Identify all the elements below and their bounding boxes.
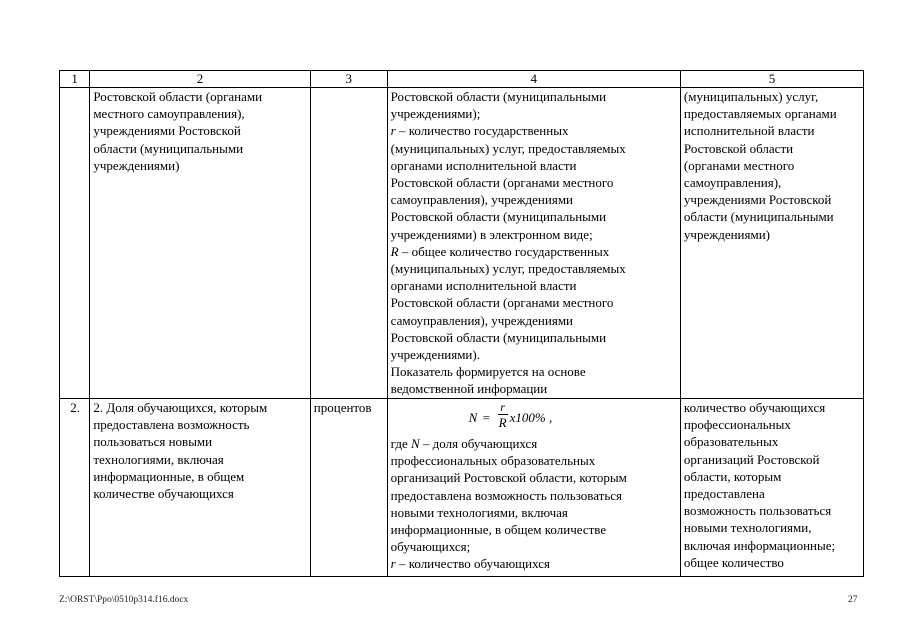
row1-unit-cell (310, 88, 387, 399)
text-line: Ростовской области (органами местного (390, 295, 614, 311)
text-line: профессиональных (683, 417, 791, 433)
text-line: (муниципальных) услуг, предоставляемых (390, 261, 626, 277)
text-line: учреждениями). (390, 347, 480, 363)
formula-factor: x100% (509, 410, 546, 425)
formula-denominator: R (498, 415, 507, 430)
text-line: количестве обучающихся (93, 486, 234, 502)
row2-method-cell (387, 399, 680, 577)
text-line: новыми технологиями, включая (390, 504, 568, 520)
formula-equals: = (482, 410, 490, 425)
header-cell-3: 3 (310, 71, 387, 88)
table-row (60, 88, 864, 399)
table-header-row (60, 71, 864, 88)
text-line: Показатель формируется на основе (390, 364, 586, 380)
text-line: самоуправления), (683, 175, 782, 191)
text-line: Ростовской области (органами (93, 89, 263, 104)
text-line: органами исполнительной власти (390, 278, 577, 294)
text-line: организаций Ростовской (683, 451, 820, 467)
table-row (60, 399, 864, 577)
variable-symbol: R (390, 243, 399, 259)
variable-symbol: r (390, 556, 396, 572)
text-line: возможность пользоваться (683, 503, 832, 519)
formula (391, 399, 678, 435)
row2-number-cell: 2. (60, 399, 90, 577)
text-line: самоуправления), учреждениями (390, 192, 573, 208)
formula-numerator: r (500, 400, 505, 414)
text-line: Ростовской области (муниципальными (390, 209, 607, 225)
header-cell-4: 4 (387, 71, 680, 88)
text-line: Ростовской области (муниципальными (390, 89, 607, 104)
row1-method-cell (387, 88, 680, 399)
text-line: r – количество обучающихся (390, 556, 550, 572)
footer-file-path: Z:\ORST\Ppo\0510p314.f16.docx (59, 595, 189, 605)
text-line: ведомственной информации (390, 381, 548, 397)
header-cell-1: 1 (60, 71, 90, 88)
header-cell-2: 2 (90, 71, 310, 88)
text-line: местного самоуправления), (93, 106, 245, 122)
text-line: исполнительной власти (683, 123, 815, 139)
text-line: учреждениями) (683, 226, 771, 242)
variable-symbol: N (410, 436, 420, 451)
text-line: области (муниципальными (683, 209, 834, 225)
text-line: (муниципальных) услуг, (683, 89, 819, 104)
row1-number-cell (60, 88, 90, 399)
text-line: Ростовской области (органами местного (390, 175, 614, 191)
text-line: новыми технологиями, (683, 520, 812, 536)
row2-indicator-cell (90, 399, 310, 577)
header-cell-5: 5 (680, 71, 863, 88)
formula-fraction (497, 400, 509, 431)
text-line: учреждениями Ростовской (93, 123, 241, 139)
text-line: предоставлена возможность пользоваться (390, 487, 623, 503)
text-line: профессиональных образовательных (390, 453, 596, 469)
text-line: органами исполнительной власти (390, 157, 577, 173)
text-line: области (муниципальными (93, 140, 244, 156)
text-line: (органами местного (683, 157, 795, 173)
variable-symbol: r (390, 123, 396, 139)
text-line: предоставляемых органами (683, 106, 837, 122)
text-line: предоставлена (683, 486, 765, 502)
text-line: обучающихся; (390, 539, 471, 555)
text-line: количество обучающихся (683, 400, 826, 415)
text-line: информационные, в общем (93, 468, 245, 484)
row1-source-cell (680, 88, 863, 399)
text-line: технологиями, включая (93, 451, 224, 467)
footer-page-number: 27 (848, 595, 858, 605)
text-line: общее количество (683, 554, 784, 570)
text-line: пользоваться новыми (93, 434, 213, 450)
formula-lhs: N (468, 410, 478, 425)
text-line: Ростовской области (муниципальными (390, 329, 607, 345)
text-line: r – количество государственных (390, 123, 569, 139)
row2-unit-cell: процентов (310, 399, 387, 577)
text-line: самоуправления), учреждениями (390, 312, 573, 328)
text-line: R – общее количество государственных (390, 243, 610, 259)
row2-source-cell (680, 399, 863, 577)
text-line: учреждениями); (390, 106, 481, 122)
text-line: учреждениями Ростовской (683, 192, 832, 208)
indicator-table (59, 70, 864, 577)
text-line: информационные, в общем количестве (390, 522, 607, 538)
formula-multiplier (510, 409, 553, 426)
text-line: области, которым (683, 468, 782, 484)
text-line: организаций Ростовской области, которым (390, 470, 627, 486)
text-line: где N – доля обучающихся (390, 436, 538, 451)
text-line: учреждениями) в электронном виде; (390, 226, 593, 242)
text-line: (муниципальных) услуг, предоставляемых (390, 140, 626, 156)
text-line: 2. Доля обучающихся, которым (93, 400, 268, 415)
text-line: предоставлена возможность (93, 417, 250, 433)
formula-tail: , (549, 410, 553, 425)
row1-indicator-cell (90, 88, 310, 399)
text-line: образовательных (683, 434, 779, 450)
text-line: Ростовской области (683, 140, 794, 156)
text-line: учреждениями) (93, 157, 180, 173)
text-line: включая информационные; (683, 537, 836, 553)
